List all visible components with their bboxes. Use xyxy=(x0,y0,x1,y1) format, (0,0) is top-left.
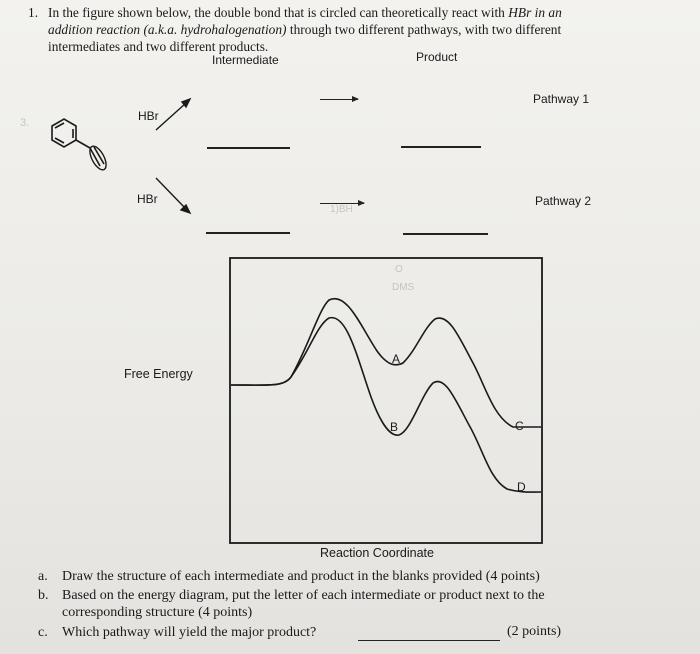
subquestion-c xyxy=(38,624,678,641)
major-product-answer-blank[interactable] xyxy=(358,640,500,641)
question-line1-b: in an xyxy=(534,5,562,20)
question-hbr: HBr xyxy=(508,5,532,20)
point-label-C: C xyxy=(515,419,524,433)
subquestion-b-letter: b. xyxy=(38,588,49,603)
starting-material-structure xyxy=(40,112,120,184)
product-1-blank[interactable] xyxy=(401,146,481,148)
bleed-through-text: O xyxy=(395,264,403,275)
question-line1-a: In the figure shown below, the double bond that is circled can theoretically react with xyxy=(48,5,505,20)
bleed-through-text: 1)BH xyxy=(330,204,353,215)
subquestion-a-text: Draw the structure of each intermediate and product in the blanks provided (4 points) xyxy=(62,569,540,584)
reaction-arrows xyxy=(150,84,200,224)
pathway-1-label: Pathway 1 xyxy=(533,92,590,106)
subquestion-c-letter: c. xyxy=(38,625,48,640)
subquestion-b-cont-text: corresponding structure (4 points) xyxy=(62,605,253,620)
subquestion-a xyxy=(38,568,678,585)
bleed-through-text: 3. xyxy=(20,117,30,129)
question-line2-italic: addition reaction (a.k.a. hydrohalogenation) xyxy=(48,22,287,37)
question-number: 1. xyxy=(28,5,39,20)
question-text xyxy=(28,4,668,55)
diagram-frame xyxy=(230,258,542,543)
x-axis-label: Reaction Coordinate xyxy=(320,546,434,560)
subquestion-c-points: (2 points) xyxy=(507,624,562,639)
point-label-A: A xyxy=(392,352,401,366)
product-2-blank[interactable] xyxy=(403,233,488,235)
subquestion-b-continued xyxy=(38,604,678,621)
reagent-top-label: HBr xyxy=(138,109,159,123)
subquestion-c-text: Which pathway will yield the major product? xyxy=(62,625,317,640)
arrow-down xyxy=(156,178,186,209)
point-label-D: D xyxy=(517,480,526,494)
bleed-through-text: DMS xyxy=(392,282,415,293)
intermediate-2-blank[interactable] xyxy=(206,232,290,234)
arrow-up xyxy=(156,103,186,130)
question-line3: intermediates and two different products. xyxy=(48,39,269,54)
circled-double-bond xyxy=(87,144,110,173)
pathway-2-arrow xyxy=(320,203,364,204)
vinyl-bond xyxy=(76,140,90,148)
point-label-B: B xyxy=(390,420,399,434)
product-header: Product xyxy=(416,50,458,64)
pathway-1-curve xyxy=(231,299,541,427)
intermediate-1-blank[interactable] xyxy=(207,147,290,149)
intermediate-header: Intermediate xyxy=(212,53,279,67)
question-line2-b: through two different pathways, with two different xyxy=(289,22,562,37)
energy-diagram xyxy=(229,257,543,544)
pathway-2-label: Pathway 2 xyxy=(535,194,592,208)
y-axis-label: Free Energy xyxy=(124,367,193,381)
pathway-2-curve xyxy=(231,318,541,493)
pathway-1-arrow xyxy=(320,99,358,100)
subquestion-b-text: Based on the energy diagram, put the letter of each intermediate or product next to the xyxy=(62,588,545,603)
subquestion-a-letter: a. xyxy=(38,569,48,584)
subquestion-b xyxy=(38,587,678,604)
reagent-bottom-label: HBr xyxy=(137,192,158,206)
